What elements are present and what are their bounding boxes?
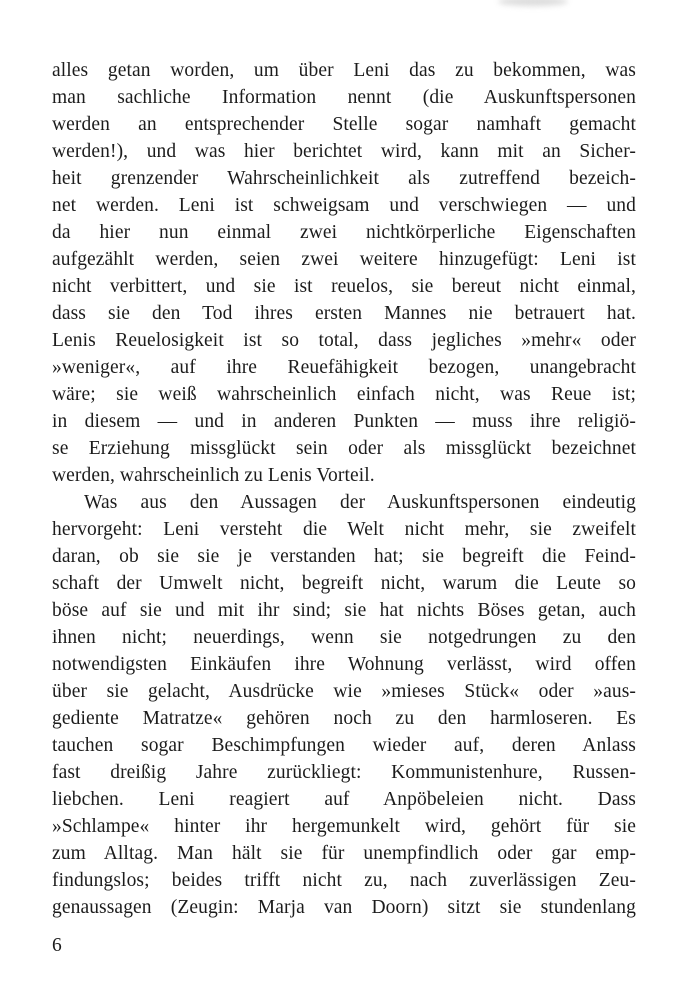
text-line: daran, ob sie sie je verstanden hat; sie begreift die Feind- (52, 546, 636, 567)
text-line: werden!), und was hier berichtet wird, kann mit an Sicher- (52, 141, 636, 162)
text-line: net werden. Leni ist schweigsam und verschwiegen — und (52, 195, 636, 216)
page-number: 6 (52, 935, 62, 956)
text-line: schaft der Umwelt nicht, begreift nicht, warum die Leute so (52, 573, 636, 594)
text-line: heit grenzender Wahrscheinlichkeit als zutreffend bezeich- (52, 168, 636, 189)
text-line: zum Alltag. Man hält sie für unempfindlich oder gar emp- (52, 843, 636, 864)
text-line: böse auf sie und mit ihr sind; sie hat nichts Böses getan, auch (52, 600, 636, 621)
paragraph (52, 489, 636, 921)
text-line: nicht verbittert, und sie ist reuelos, sie bereut nicht einmal, (52, 276, 636, 297)
text-line: wäre; sie weiß wahrscheinlich einfach nicht, was Reue ist; (52, 384, 636, 405)
text-line: tauchen sogar Beschimpfungen wieder auf, deren Anlass (52, 735, 636, 756)
text-line: Was aus den Aussagen der Auskunftspersonen eindeutig (84, 492, 636, 513)
text-line: »Schlampe« hinter ihr hergemunkelt wird, gehört für sie (52, 816, 636, 837)
text-line: werden an entsprechender Stelle sogar namhaft gemacht (52, 114, 636, 135)
text-line: gediente Matratze« gehören noch zu den harmloseren. Es (52, 708, 636, 729)
text-line: findungslos; beides trifft nicht zu, nach zuverlässigen Zeu- (52, 870, 636, 891)
text-line: werden, wahrscheinlich zu Lenis Vorteil. (52, 465, 375, 486)
page-text (52, 57, 636, 921)
paragraph (52, 57, 636, 489)
text-line: genaussagen (Zeugin: Marja van Doorn) sitzt sie stundenlang (52, 897, 636, 918)
text-line: Lenis Reuelosigkeit ist so total, dass jegliches »mehr« oder (52, 330, 636, 351)
text-line: notwendigsten Einkäufen ihre Wohnung verlässt, wird offen (52, 654, 636, 675)
text-line: in diesem — und in anderen Punkten — muss ihre religiö- (52, 411, 636, 432)
text-line: hervorgeht: Leni versteht die Welt nicht mehr, sie zweifelt (52, 519, 636, 540)
text-line: se Erziehung missglückt sein oder als missglückt bezeichnet (52, 438, 636, 459)
text-line: über sie gelacht, Ausdrücke wie »mieses Stück« oder »aus- (52, 681, 636, 702)
text-line: alles getan worden, um über Leni das zu bekommen, was (52, 60, 636, 81)
text-line: aufgezählt werden, seien zwei weitere hinzugefügt: Leni ist (52, 249, 636, 270)
text-line: fast dreißig Jahre zurückliegt: Kommunistenhure, Russen- (52, 762, 636, 783)
text-line: dass sie den Tod ihres ersten Mannes nie betrauert hat. (52, 303, 636, 324)
text-line: »weniger«, auf ihre Reuefähigkeit bezogen, unangebracht (52, 357, 636, 378)
text-line: da hier nun einmal zwei nichtkörperliche Eigenschaften (52, 222, 636, 243)
text-line: liebchen. Leni reagiert auf Anpöbeleien nicht. Dass (52, 789, 636, 810)
text-line: man sachliche Information nennt (die Auskunftspersonen (52, 87, 636, 108)
text-line: ihnen nicht; neuerdings, wenn sie notgedrungen zu den (52, 627, 636, 648)
scan-edge-artifact (498, 0, 568, 6)
